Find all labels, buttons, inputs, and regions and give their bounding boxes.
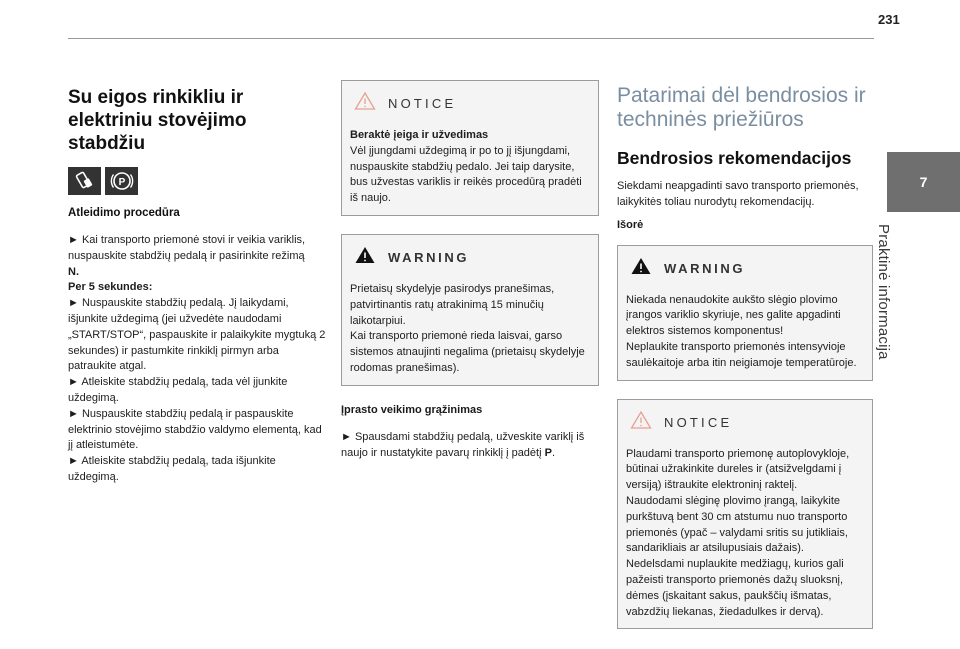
warning-body: Kai transporto priemonė rieda laisvai, garso sistemos atnaujinti negalima (prietaisų skydelyje rodomas pranešimas).: [350, 330, 585, 374]
warning-icon: [630, 256, 652, 281]
section-heading: Bendrosios rekomendacijos: [617, 148, 852, 168]
restore-text: [341, 430, 599, 462]
restore-heading: Įprasto veikimo grąžinimas: [341, 403, 483, 416]
warning-header: [630, 256, 864, 281]
parking-brake-icon: [105, 167, 138, 195]
mode-letter: N.: [68, 265, 79, 278]
step-text: ► Nuspauskite stabdžių pedalą. Jį laikydami, išjunkite uždegimą (jei užvedėte naudodami „START/STOP“, paspauskite ir palaikykite mygtuką 2 sekundes) ir pastumkite rinkiklį pirmyn arba patraukite atgal.: [68, 297, 326, 373]
notice-box: [617, 399, 873, 630]
notice-icon: [354, 91, 376, 116]
warning-icon: [354, 245, 376, 270]
notice-box: [341, 80, 599, 216]
chapter-title: Praktinė informacija: [875, 224, 892, 360]
step-text: ► Kai transporto priemonė stovi ir veikia variklis, nuspauskite stabdžių pedalą ir pasirinkite režimą: [68, 234, 306, 262]
warning-box: [341, 234, 599, 386]
chapter-tab[interactable]: [887, 152, 960, 212]
chapter-section-title: Patarimai dėl bendrosios ir techninės priežiūros: [617, 84, 866, 131]
warning-title: WARNING: [388, 249, 470, 265]
top-rule: [68, 38, 874, 39]
warning-body: Neplaukite transporto priemonės intensyvioje saulėkaitoje arba itin neigiamoje temperatūroje.: [626, 340, 857, 369]
notice-body: Naudodami slėginę plovimo įrangą, laikykite purkštuvą bent 30 cm atstumu nuo transporto priemonės (ypač – valydami sritis su jutikliais, sandarikliais ar atsilupusiais dažais).: [626, 494, 848, 555]
notice-body: Plaudami transporto priemonę autoplovykloje, būtinai užrakinkite dureles ir (atsižvelgdami į versiją) ištraukite elektroninį raktelį.: [626, 447, 850, 492]
column-middle: [341, 80, 599, 461]
step-text: ► Atleiskite stabdžių pedalą, tada vėl įjunkite uždegimą.: [68, 376, 288, 404]
intro-text: [617, 179, 873, 211]
notice-text: [350, 128, 590, 207]
warning-body: Prietaisų skydelyje pasirodys pranešimas, patvirtinantis ratų atrakinimą 15 minučių laikotarpiui.: [350, 282, 555, 327]
column-right: [617, 80, 873, 629]
column-left: [68, 80, 326, 486]
notice-header: [354, 91, 590, 116]
procedure-text: [68, 233, 326, 486]
warning-box: [617, 245, 873, 381]
warning-title: WARNING: [664, 260, 746, 276]
notice-body: Nedelsdami nuplaukite medžiagų, kurios gali pažeisti transporto priemonės dažų sluoksnį, dėmes (įskaitant sakus, paukščių išmatas, vabzdžių liekanas, žiedadulkes ir dervą).: [626, 558, 844, 618]
notice-heading: Beraktė įeiga ir užvedimas: [350, 129, 489, 141]
notice-body: Vėl įjungdami uždegimą ir po to jį išjungdami, nuspauskite stabdžių pedalo. Jei taip darysite, bus užvestas variklis ir reikės procedūrą pradėti iš naujo.: [350, 144, 582, 205]
warning-header: [354, 245, 590, 270]
procedure-heading: Atleidimo procedūra: [68, 207, 180, 219]
gear-selector-icon: [68, 167, 101, 195]
restore-end: .: [551, 446, 556, 459]
notice-title: NOTICE: [664, 414, 733, 430]
park-letter: P: [544, 446, 552, 459]
icon-row: [68, 167, 326, 195]
step-text: ► Nuspauskite stabdžių pedalą ir paspauskite elektrinio stovėjimo stabdžio valdymo elementą, kad jį atleistumėte.: [68, 407, 322, 452]
page-number: 231: [878, 12, 900, 27]
notice-text: [626, 447, 864, 621]
intro-body: Siekdami neapgadinti savo transporto priemonės, laikykitės toliau nurodytų rekomendacijų.: [617, 180, 859, 208]
within-seconds-label: Per 5 sekundes:: [68, 281, 153, 294]
section-title: Su eigos rinkikliu ir elektriniu stovėjimo stabdžiu: [68, 87, 247, 154]
notice-header: [630, 410, 864, 435]
warning-text: [350, 282, 590, 377]
warning-text: [626, 293, 864, 372]
warning-body: Niekada nenaudokite aukšto slėgio plovimo įrangos variklio skyriuje, nes galite apgadinti elektros sistemos komponentus!: [626, 293, 841, 338]
step-text: ► Atleiskite stabdžių pedalą, tada išjunkite uždegimą.: [68, 455, 276, 483]
svg-text:P: P: [118, 177, 125, 188]
exterior-heading: Išorė: [617, 218, 644, 231]
notice-icon: [630, 410, 652, 435]
notice-title: NOTICE: [388, 96, 457, 111]
restore-body: ► Spausdami stabdžių pedalą, užveskite variklį iš naujo ir nustatykite pavarų rinkiklį į padėtį: [341, 430, 585, 459]
chapter-number: 7: [919, 174, 928, 190]
